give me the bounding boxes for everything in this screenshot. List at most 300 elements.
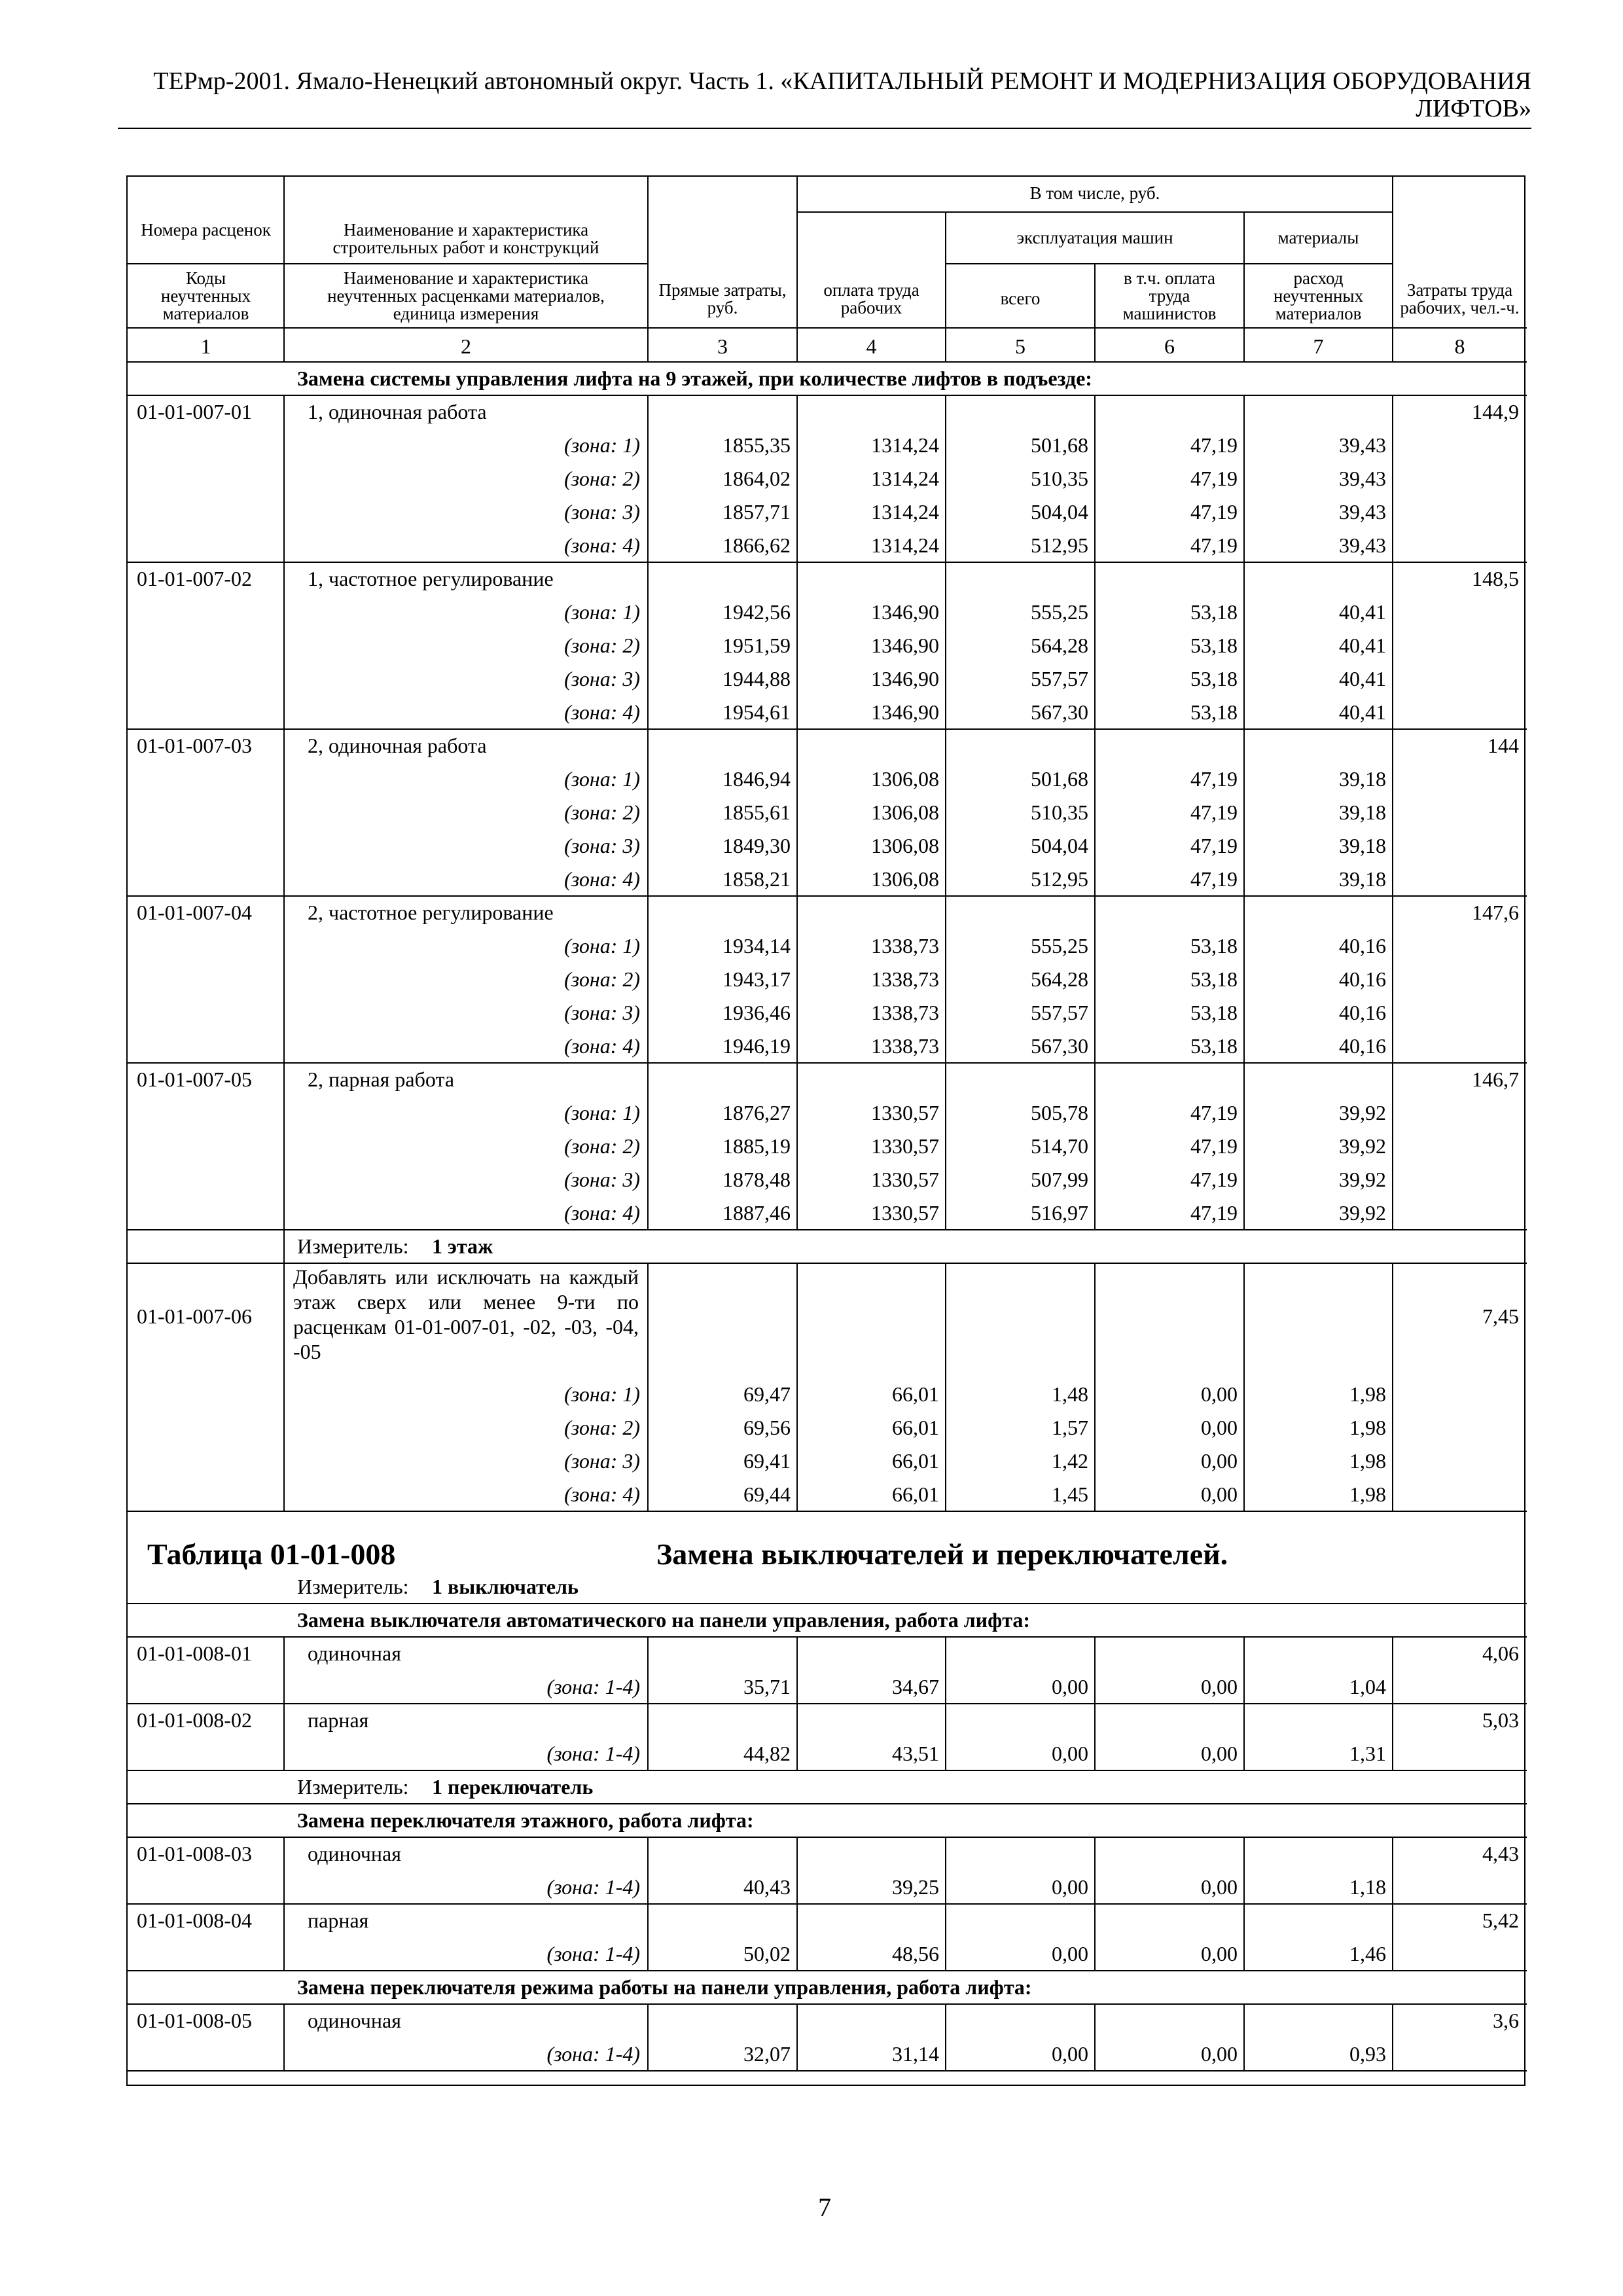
rate-name: 2, частотное регулирование: [308, 901, 554, 924]
section-title-underline: [128, 395, 1527, 396]
direct-cost: 1878,48: [722, 1168, 791, 1191]
number-col-line: [1243, 328, 1245, 362]
rate-name: одиночная: [308, 2009, 401, 2032]
body-col-line: [1243, 1637, 1245, 1704]
worker-wages: 1338,73: [871, 1034, 939, 1058]
worker-wages: 1346,90: [871, 634, 939, 657]
column-number: 4: [866, 334, 877, 358]
number-col-line: [945, 328, 946, 362]
body-col-line: [1094, 1837, 1096, 1904]
machine-cost: 501,68: [1031, 767, 1088, 791]
rate-code: 01-01-007-02: [137, 567, 252, 590]
materials-cost: 40,41: [1339, 600, 1386, 624]
direct-cost: 1866,62: [722, 533, 791, 557]
body-col-line: [945, 1904, 946, 1971]
table-number: Таблица 01-01-008: [147, 1537, 396, 1571]
body-col-line: [945, 729, 946, 896]
body-col-line: [1094, 1904, 1096, 1971]
body-col-line: [1392, 1837, 1393, 1904]
body-col-line: [1243, 1263, 1245, 1511]
zone-label: (зона: 3): [564, 1001, 640, 1024]
body-col-line: [1243, 2004, 1245, 2071]
zone-label: (зона: 1): [564, 934, 640, 958]
header-machines-label: эксплуатация машин: [1016, 228, 1173, 247]
rate-name: 2, одиночная работа: [308, 734, 487, 757]
materials-cost: 0,93: [1349, 2042, 1386, 2066]
body-col-line: [796, 1637, 798, 1704]
body-col-line: [945, 1837, 946, 1904]
operator-wages: 53,18: [1190, 600, 1238, 624]
operator-wages: 47,19: [1190, 867, 1238, 891]
body-col-line: [945, 1637, 946, 1704]
number-col-line: [796, 328, 798, 362]
header-line-codes: [128, 263, 648, 264]
rate-code: 01-01-007-03: [137, 734, 252, 757]
body-col-line: [283, 896, 285, 1063]
body-col-line: [796, 1263, 798, 1511]
operator-wages: 47,19: [1190, 1168, 1238, 1191]
rates-table: [126, 175, 1525, 2086]
body-col-line: [647, 729, 649, 896]
body-col-line: [647, 1704, 649, 1770]
rate-code: 01-01-007-06: [137, 1304, 252, 1328]
body-col-line: [1094, 1704, 1096, 1770]
machine-cost: 1,48: [1052, 1382, 1088, 1406]
operator-wages: 53,18: [1190, 1001, 1238, 1024]
body-col-line: [647, 1904, 649, 1971]
body-col-line: [647, 1263, 649, 1511]
column-number: 1: [200, 334, 211, 358]
body-col-line: [283, 562, 285, 729]
zone-label: (зона: 1-4): [546, 1942, 640, 1965]
zone-label: (зона: 2): [564, 1416, 640, 1439]
operator-wages: 0,00: [1201, 1482, 1238, 1506]
body-col-line: [647, 562, 649, 729]
machine-cost: 1,57: [1052, 1416, 1088, 1439]
column-number: 3: [717, 334, 728, 358]
number-col-line: [283, 328, 285, 362]
operator-wages: 47,19: [1190, 1134, 1238, 1158]
zone-label: (зона: 1-4): [546, 2042, 640, 2066]
header-col5: всего: [1000, 289, 1041, 308]
body-col-line: [1392, 729, 1393, 896]
zone-label: (зона: 1): [564, 600, 640, 624]
body-col-line: [1392, 1063, 1393, 1230]
machine-cost: 510,35: [1031, 800, 1088, 824]
rate-code: 01-01-008-02: [137, 1708, 252, 1732]
rate-code: 01-01-008-03: [137, 1842, 252, 1865]
machine-cost: 567,30: [1031, 700, 1088, 724]
zone-label: (зона: 2): [564, 1134, 640, 1158]
zone-label: (зона: 3): [564, 834, 640, 857]
body-col-line: [796, 896, 798, 1063]
header-materials-label: материалы: [1277, 228, 1359, 247]
number-col-line: [1094, 328, 1096, 362]
machine-cost: 507,99: [1031, 1168, 1088, 1191]
group-underline: [128, 895, 1527, 897]
machine-cost: 504,04: [1031, 834, 1088, 857]
materials-cost: 40,41: [1339, 700, 1386, 724]
rate-code: 01-01-007-01: [137, 400, 252, 423]
body-col-line: [647, 2004, 649, 2071]
machine-cost: 557,57: [1031, 1001, 1088, 1024]
direct-cost: 44,82: [743, 1742, 791, 1765]
subsection-underline: [128, 2003, 1527, 2005]
operator-wages: 53,18: [1190, 967, 1238, 991]
meter-underline: [128, 1803, 1527, 1804]
rate-code: 01-01-008-01: [137, 1641, 252, 1665]
direct-cost: 1944,88: [722, 667, 791, 691]
group-underline: [128, 562, 1527, 563]
rate-code: 01-01-007-04: [137, 901, 252, 924]
machine-cost: 1,42: [1052, 1449, 1088, 1473]
body-col-line: [283, 1263, 285, 1511]
section-title: Замена системы управления лифта на 9 этажей, при количестве лифтов в подъезде:: [297, 367, 1092, 390]
body-col-line: [1243, 1063, 1245, 1230]
body-col-line: [1243, 1904, 1245, 1971]
worker-wages: 1346,90: [871, 600, 939, 624]
zone-label: (зона: 1-4): [546, 1742, 640, 1765]
subsection-title: Замена выключателя автоматического на панели управления, работа лифта:: [297, 1608, 1030, 1632]
zone-label: (зона: 3): [564, 500, 640, 524]
machine-cost: 555,25: [1031, 934, 1088, 958]
machine-cost: 505,78: [1031, 1101, 1088, 1124]
rate-name: одиночная: [308, 1641, 401, 1665]
rate-name: 1, частотное регулирование: [308, 567, 554, 590]
body-col-line: [945, 1704, 946, 1770]
worker-wages: 1346,90: [871, 700, 939, 724]
machine-cost: 0,00: [1052, 1742, 1088, 1765]
operator-wages: 0,00: [1201, 1382, 1238, 1406]
body-col-line: [1094, 1637, 1096, 1704]
body-col-line: [283, 1063, 285, 1230]
body-col-line: [945, 562, 946, 729]
operator-wages: 0,00: [1201, 2042, 1238, 2066]
worker-wages: 1306,08: [871, 767, 939, 791]
body-col-line: [1392, 1637, 1393, 1704]
header-col6: в т.ч. оплата труда машинистов: [1122, 268, 1217, 323]
materials-cost: 39,43: [1339, 433, 1386, 457]
worker-wages: 1314,24: [871, 467, 939, 490]
body-col-line: [796, 562, 798, 729]
materials-cost: 39,43: [1339, 500, 1386, 524]
header-col3: Прямые затраты, руб.: [658, 280, 787, 317]
machine-cost: 510,35: [1031, 467, 1088, 490]
body-col-line: [1094, 395, 1096, 562]
group-underline: [128, 728, 1527, 730]
operator-wages: 47,19: [1190, 533, 1238, 557]
direct-cost: 50,02: [743, 1942, 791, 1965]
body-col-line: [647, 1637, 649, 1704]
operator-wages: 53,18: [1190, 934, 1238, 958]
header-group-label: В том числе, руб.: [1029, 183, 1160, 203]
body-col-line: [1094, 1063, 1096, 1230]
body-col-line: [1094, 1263, 1096, 1511]
worker-wages: 1330,57: [871, 1201, 939, 1225]
meter-value: 1 переключатель: [432, 1775, 594, 1799]
subsection-underline: [128, 1636, 1527, 1638]
materials-cost: 1,04: [1349, 1675, 1386, 1698]
materials-cost: 1,46: [1349, 1942, 1386, 1965]
body-col-line: [283, 1837, 285, 1904]
meter-value: 1 выключатель: [432, 1575, 579, 1598]
direct-cost: 1887,46: [722, 1201, 791, 1225]
machine-cost: 512,95: [1031, 533, 1088, 557]
running-header: [118, 62, 1531, 129]
worker-wages: 1338,73: [871, 1001, 939, 1024]
materials-cost: 39,18: [1339, 834, 1386, 857]
worker-wages: 1306,08: [871, 834, 939, 857]
zone-label: (зона: 2): [564, 467, 640, 490]
direct-cost: 1885,19: [722, 1134, 791, 1158]
body-col-line: [1094, 729, 1096, 896]
materials-cost: 1,31: [1349, 1742, 1386, 1765]
direct-cost: 1855,61: [722, 800, 791, 824]
item-underline: [128, 1903, 1527, 1905]
body-col-line: [283, 729, 285, 896]
rate-name: парная: [308, 1909, 369, 1932]
body-col-line: [283, 395, 285, 562]
machine-cost: 504,04: [1031, 500, 1088, 524]
body-col-line: [796, 1063, 798, 1230]
rate-labor: 147,6: [1472, 901, 1519, 924]
machine-cost: 564,28: [1031, 634, 1088, 657]
machine-cost: 1,45: [1052, 1482, 1088, 1506]
body-col-line: [1243, 896, 1245, 1063]
rate-labor: 148,5: [1472, 567, 1519, 590]
materials-cost: 1,98: [1349, 1416, 1386, 1439]
rate-labor: 4,43: [1482, 1842, 1519, 1865]
operator-wages: 53,18: [1190, 1034, 1238, 1058]
operator-wages: 47,19: [1190, 500, 1238, 524]
zone-label: (зона: 1): [564, 1101, 640, 1124]
worker-wages: 1338,73: [871, 967, 939, 991]
body-col-line: [283, 2004, 285, 2071]
worker-wages: 66,01: [892, 1482, 939, 1506]
direct-cost: 1934,14: [722, 934, 791, 958]
machine-cost: 514,70: [1031, 1134, 1088, 1158]
zone-label: (зона: 3): [564, 1449, 640, 1473]
column-number: 5: [1015, 334, 1026, 358]
header-col7: расход неучтенных материалов: [1273, 268, 1364, 323]
direct-cost: 1951,59: [722, 634, 791, 657]
worker-wages: 31,14: [892, 2042, 939, 2066]
rate-labor: 3,6: [1493, 2009, 1519, 2032]
operator-wages: 0,00: [1201, 1742, 1238, 1765]
header-line-machines: [946, 263, 1393, 264]
subsection-underline: [128, 1837, 1527, 1838]
header-col2-bottom: Наименование и характеристика неучтенных расценками материалов, единица измерения: [327, 268, 605, 323]
rate-name: 2, парная работа: [308, 1067, 455, 1091]
machine-cost: 555,25: [1031, 600, 1088, 624]
header-line-group: [797, 211, 1393, 213]
operator-wages: 0,00: [1201, 1942, 1238, 1965]
body-col-line: [796, 1904, 798, 1971]
zone-label: (зона: 1): [564, 1382, 640, 1406]
direct-cost: 32,07: [743, 2042, 791, 2066]
machine-cost: 567,30: [1031, 1034, 1088, 1058]
page-number: 7: [818, 2193, 831, 2222]
zone-label: (зона: 1): [564, 767, 640, 791]
worker-wages: 1314,24: [871, 500, 939, 524]
column-number: 6: [1164, 334, 1175, 358]
machine-cost: 0,00: [1052, 2042, 1088, 2066]
materials-cost: 39,92: [1339, 1134, 1386, 1158]
materials-cost: 39,43: [1339, 467, 1386, 490]
body-col-line: [1243, 1837, 1245, 1904]
operator-wages: 53,18: [1190, 634, 1238, 657]
body-col-line: [1392, 1904, 1393, 1971]
meter-underline: [128, 1603, 1527, 1604]
operator-wages: 47,19: [1190, 467, 1238, 490]
materials-cost: 1,18: [1349, 1875, 1386, 1899]
materials-cost: 1,98: [1349, 1382, 1386, 1406]
worker-wages: 1330,57: [871, 1101, 939, 1124]
operator-wages: 47,19: [1190, 800, 1238, 824]
direct-cost: 69,47: [743, 1382, 791, 1406]
header-line-bottom: [128, 327, 1527, 329]
machine-cost: 0,00: [1052, 1675, 1088, 1698]
zone-label: (зона: 3): [564, 667, 640, 691]
header-col8: Затраты труда рабочих, чел.-ч.: [1400, 280, 1520, 317]
number-col-line: [1392, 328, 1393, 362]
body-col-line: [1243, 562, 1245, 729]
machine-cost: 0,00: [1052, 1875, 1088, 1899]
body-col-line: [1243, 1704, 1245, 1770]
body-col-line: [945, 395, 946, 562]
materials-cost: 39,92: [1339, 1101, 1386, 1124]
rate-name: одиночная: [308, 1842, 401, 1865]
operator-wages: 47,19: [1190, 767, 1238, 791]
zone-label: (зона: 4): [564, 700, 640, 724]
worker-wages: 34,67: [892, 1675, 939, 1698]
meter-value: 1 этаж: [432, 1234, 493, 1258]
body-col-line: [1392, 562, 1393, 729]
worker-wages: 1314,24: [871, 433, 939, 457]
body-col-line: [945, 1263, 946, 1511]
operator-wages: 47,19: [1190, 1201, 1238, 1225]
materials-cost: 39,92: [1339, 1168, 1386, 1191]
zone-label: (зона: 4): [564, 533, 640, 557]
rate-labor: 146,7: [1472, 1067, 1519, 1091]
header-line-numbers: [128, 361, 1527, 363]
operator-wages: 53,18: [1190, 667, 1238, 691]
direct-cost: 1946,19: [722, 1034, 791, 1058]
zone-label: (зона: 4): [564, 867, 640, 891]
zone-label: (зона: 2): [564, 634, 640, 657]
direct-cost: 69,56: [743, 1416, 791, 1439]
worker-wages: 43,51: [892, 1742, 939, 1765]
meter-label: Измеритель:: [297, 1775, 409, 1799]
rate-labor: 7,45: [1482, 1304, 1519, 1328]
direct-cost: 69,41: [743, 1449, 791, 1473]
meter-label: Измеритель:: [297, 1575, 409, 1598]
body-col-line: [1392, 2004, 1393, 2071]
materials-cost: 1,98: [1349, 1449, 1386, 1473]
header-col1-top: Номера расценок: [141, 220, 271, 240]
machine-cost: 501,68: [1031, 433, 1088, 457]
materials-cost: 1,98: [1349, 1482, 1386, 1506]
operator-wages: 53,18: [1190, 700, 1238, 724]
body-col-line: [945, 2004, 946, 2071]
subsection-title: Замена переключателя режима работы на панели управления, работа лифта:: [297, 1975, 1032, 1999]
running-header-line-2: ЛИФТОВ»: [1416, 95, 1531, 122]
materials-cost: 39,18: [1339, 867, 1386, 891]
zone-label: (зона: 4): [564, 1201, 640, 1225]
materials-cost: 39,92: [1339, 1201, 1386, 1225]
zone-label: (зона: 1): [564, 433, 640, 457]
body-col-line: [283, 1637, 285, 1704]
body-col-line: [796, 2004, 798, 2071]
body-col-line: [1392, 1263, 1393, 1511]
worker-wages: 66,01: [892, 1416, 939, 1439]
zone-label: (зона: 1-4): [546, 1675, 640, 1698]
operator-wages: 47,19: [1190, 1101, 1238, 1124]
rate-name: 1, одиночная работа: [308, 400, 487, 423]
rate-name: парная: [308, 1708, 369, 1732]
body-col-line: [1392, 896, 1393, 1063]
body-col-line: [283, 1904, 285, 1971]
header-col2-top: Наименование и характеристика строительных работ и конструкций: [332, 220, 599, 257]
direct-cost: 1857,71: [722, 500, 791, 524]
item-underline: [128, 2070, 1527, 2072]
body-col-line: [1243, 395, 1245, 562]
rate-labor: 4,06: [1482, 1641, 1519, 1665]
zone-label: (зона: 3): [564, 1168, 640, 1191]
direct-cost: 1876,27: [722, 1101, 791, 1124]
header-col4: оплата труда рабочих: [823, 280, 919, 317]
body-col-line: [1392, 1704, 1393, 1770]
rate-name: Добавлять или исключать на каждый этаж сверх или менее 9-ти по расценкам 01-01-007-01, -02, -03, -04, -05: [293, 1265, 639, 1363]
worker-wages: 66,01: [892, 1382, 939, 1406]
body-col-line: [945, 1063, 946, 1230]
rate-labor: 5,42: [1482, 1909, 1519, 1932]
rate-labor: 144: [1488, 734, 1519, 757]
machine-cost: 512,95: [1031, 867, 1088, 891]
machine-cost: 0,00: [1052, 1942, 1088, 1965]
body-col-line: [1094, 2004, 1096, 2071]
column-number: 2: [461, 334, 471, 358]
operator-wages: 0,00: [1201, 1416, 1238, 1439]
body-col-line: [945, 896, 946, 1063]
direct-cost: 1858,21: [722, 867, 791, 891]
materials-cost: 40,16: [1339, 967, 1386, 991]
materials-cost: 40,41: [1339, 634, 1386, 657]
body-col-line: [1094, 896, 1096, 1063]
machine-cost: 557,57: [1031, 667, 1088, 691]
direct-cost: 1864,02: [722, 467, 791, 490]
subsection-title: Замена переключателя этажного, работа лифта:: [297, 1808, 754, 1832]
item-underline: [128, 1770, 1527, 1771]
worker-wages: 1330,57: [871, 1168, 939, 1191]
rate-labor: 5,03: [1482, 1708, 1519, 1732]
worker-wages: 1306,08: [871, 867, 939, 891]
direct-cost: 35,71: [743, 1675, 791, 1698]
materials-cost: 39,43: [1339, 533, 1386, 557]
operator-wages: 0,00: [1201, 1675, 1238, 1698]
body-col-line: [647, 395, 649, 562]
body-col-line: [283, 1704, 285, 1770]
body-col-line: [1243, 729, 1245, 896]
rate-code: 01-01-007-05: [137, 1067, 252, 1091]
group-underline: [128, 1511, 1527, 1512]
materials-cost: 39,18: [1339, 767, 1386, 791]
worker-wages: 1314,24: [871, 533, 939, 557]
table-title: Замена выключателей и переключателей.: [656, 1537, 1228, 1571]
direct-cost: 1954,61: [722, 700, 791, 724]
materials-cost: 40,41: [1339, 667, 1386, 691]
worker-wages: 48,56: [892, 1942, 939, 1965]
